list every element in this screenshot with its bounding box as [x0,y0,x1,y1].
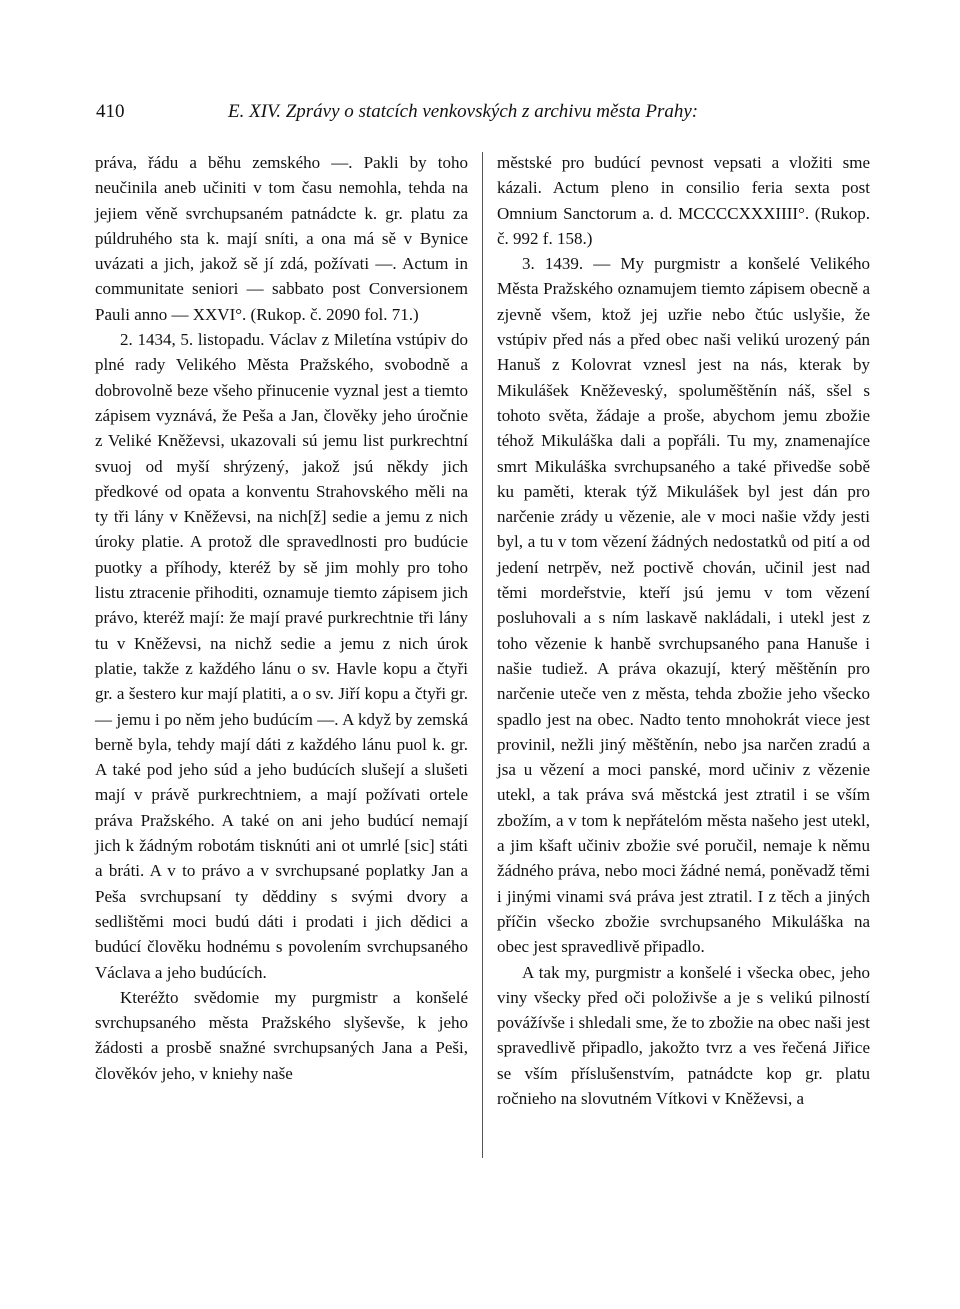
running-title: E. XIV. Zprávy o statcích venkovských z archivu města Prahy: [228,101,699,122]
page-number: 410 [96,101,125,122]
paragraph: 2. 1434, 5. listopadu. Václav z Miletína vstúpiv do plné rady Velikého Města Pražského, svobodně a dobrovolně beze všeho přinucenie vyznal jest a tiemto zápisem vyznává, že Peša a Jan, člověky jeho úročnie z Veliké Kněževsi, ukazovali sú jemu list purkrechtní svuoj od myší shrýzený, jakož jsú někdy jich předkové od opata a konventu Strahovského měli na ty tři lány v Kněževsi, na nich[ž] sedie a jemu z nich úroky platie. A protož dle spravedlnosti pro budúcie puotky a příhody, kteréž by sě jim mohly pro toho listu ztracenie přihoditi, oznamuje tiemto zápisem jich právo, kteréž mají: že mají pravé purkrechtnie tři lány tu v Kněževsi, na nichž sedie a jemu z nich úrok platie, takže z každého lánu o sv. Havle kopu a čtyři gr. a šestero kur mají platiti, a o sv. Jiří kopu a čtyři gr. — jemu i po něm jeho budúcím —. A když by zemská berně byla, tehdy mají dáti z každého lánu puol k. gr. A také pod jeho súd a jeho budúcích slušejí a slušeti mají v právě purkrechtniem, a mají požívati ortele práva Pražského. A také on ani jeho budúcí nemají jich k žádným robotám tisknúti ani ot umrlé [sic] státi a bráti. A v to právo a v svrchupsané poplatky Jan a Peša svrchupsaní ty děddiny s svými dvory a sedlištěmi moci budú dáti i prodati i jich dědici a budúcí člověku hodnému s povolením svrchupsaného Václava a jeho budúcích. [95,330,468,982]
right-column [497,150,870,1111]
column-divider [482,152,483,1158]
paragraph: práva, řádu a běhu zemského —. Pakli by toho neučinila aneb učiniti v tom času nemohla, tehda na jejiem věně svrchupsaném patnádcte k. gr. platu za púldruhého sta k. mají sníti, a ona má sě v Bynice uvázati a jich, jakož sě jí zdá, požívati —. Actum in communitate seniori — sabbato post Conversionem Pauli anno — XXVI°. (Rukop. č. 2090 fol. 71.) [95,153,468,324]
paragraph: 3. 1439. — My purgmistr a konšelé Velikého Města Pražského oznamujem tiemto zápisem obecně a zjevně všem, ktož jej uzřie nebo čtúc uslyšie, že vstúpiv před nás a před obec naši velikú urozený pán Hanuš z Kolovrat vznesl jest na nás, kterak by Mikulášek Kněževeský, spoluměštěnín náš, sšel s tohoto světa, žádaje a proše, abychom jemu zbožie téhož Mikuláška dali a popřáli. Tu my, znamenajíce smrt Mikuláška svrchupsaného a také přivedše sobě ku paměti, kterak týž Mikulášek byl jest dán pro narčenie zrády u vězenie, ale v moci našie vždy jesti byl, a tu v tom vězení žádných nedostatků od pití a od jedení netrpěv, než poctivě chován, učinil jest nad těmi mordeřstvie, kteří jsú jemu v tom vězení posluhovali a s ním laskavě nakládali, i utekl jest z toho vězenie k hanbě svrchupsaného pana Hanuše i našie tudiež. A práva okazují, který měštěnín pro narčenie uteče ven z města, tehda zbožie jeho všecko spadlo jest na obec. Nadto tento mnohokrát viece jest provinil, nežli jiný měštěnín, nebo jsa narčen zradú a jsa u vězení a moci panské, mord učiniv z vězenie utekl, a tak práva svá městcká jest ztratil i se vším zbožím, a v tom k nepřátelóm města našeho jest utekl, a jim kšaft učiniv zbožie své poručil, nemaje k němu žádného práva, nebo moci žádné nemá, poněvadž těmi i jinými vinami svá práva jest ztratil. I z těch a jiných příčin všecko zbožie svrchupsaného Mikuláška na obec jest spravedlivě připadlo. [497,254,870,957]
left-column [95,150,468,1086]
paragraph: Kteréžto svědomie my purgmistr a konšelé svrchupsaného města Pražského slyševše, k jeho žádosti a prosbě snažné svrchupsaných Jana a Peši, člověkóv jeho, v kniehy naše [95,987,468,1083]
paragraph: A tak my, purgmistr a konšelé i všecka obec, jeho viny všecky před oči položivše a je s velikú pilností povážívše i shledali sme, že to zbožie na obec naši jest spravedlivě připadlo, jakožto tvrz a ves řečená Jiřice se vším příslušenstvím, patnádcte kop gr. platu ročnieho na slovutném Vítkovi v Kněževsi, a [497,962,870,1108]
paragraph: městské pro budúcí pevnost vepsati a vložiti sme kázali. Actum pleno in consilio feria sexta post Omnium Sanctorum a. d. MCCCCXXXIIII°. (Rukop. č. 992 f. 158.) [497,153,870,248]
